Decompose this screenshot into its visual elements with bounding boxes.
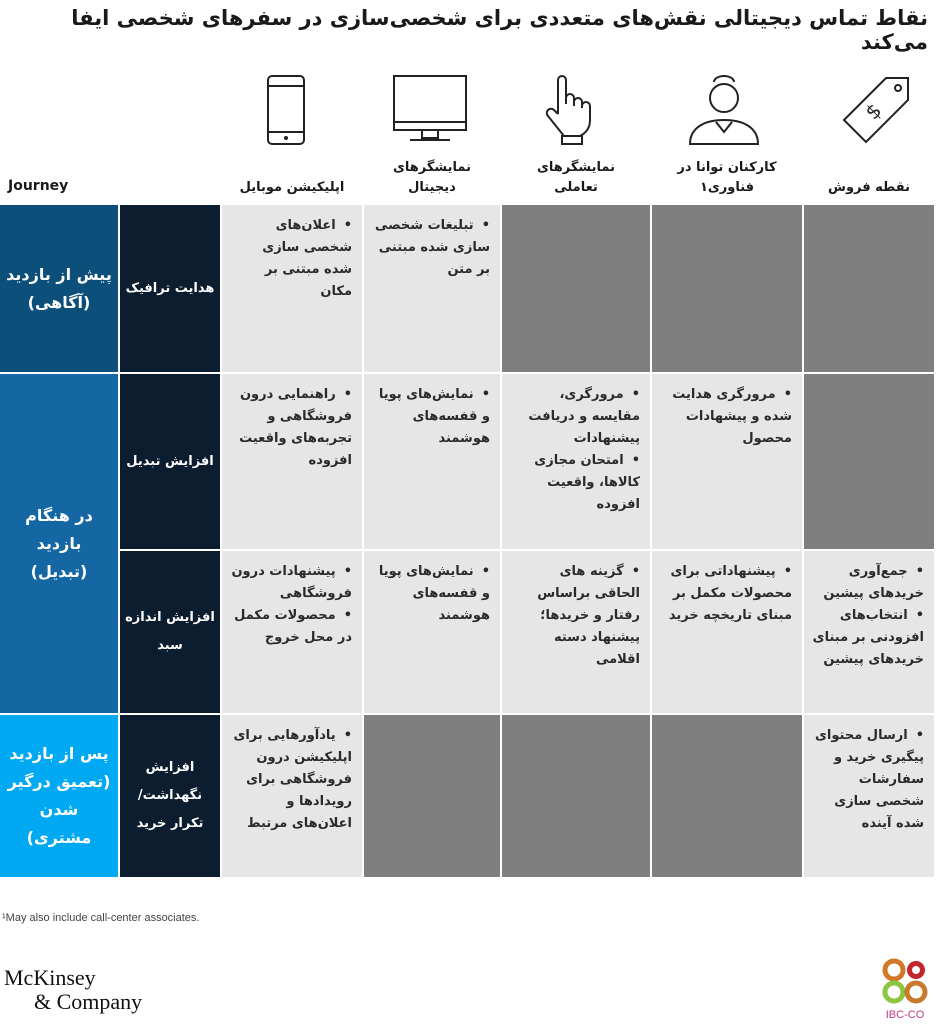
bullet-list bbox=[812, 725, 924, 835]
bullet-item: • مرورگری، مقایسه و دریافت پیشنهادات bbox=[510, 384, 640, 450]
cell-mobile-app bbox=[222, 205, 362, 372]
bullet-item: • پیشنهادات درون فروشگاهی bbox=[230, 561, 352, 605]
bullet-list bbox=[230, 725, 352, 835]
cell-tech-staff bbox=[652, 374, 802, 549]
cell-point-of-sale bbox=[804, 374, 934, 549]
bullet-list bbox=[510, 561, 640, 671]
page-title: نقاط تماس دیجیتالی نقش‌های متعددی برای شخصی‌سازی در سفرهای شخصی ایفا می‌کند bbox=[71, 6, 928, 54]
monitor-icon bbox=[390, 70, 470, 150]
bullet-item: • راهنمایی درون فروشگاهی و تجربه‌های واقعیت افزوده bbox=[230, 384, 352, 472]
cell-interactive-displays bbox=[502, 551, 650, 713]
bullet-item: • محصولات مکمل در محل خروج bbox=[230, 605, 352, 649]
cell-tech-staff bbox=[652, 551, 802, 713]
bullet-list bbox=[660, 384, 792, 450]
price-tag-icon bbox=[834, 70, 914, 150]
touch-hand-icon bbox=[530, 70, 610, 150]
cell-interactive-displays bbox=[502, 374, 650, 549]
mobile-phone-icon bbox=[246, 70, 326, 150]
goal-label: افزایش تبدیل bbox=[120, 374, 220, 549]
bullet-item: • انتخاب‌های افزودنی بر مبنای خریدهای پیشین bbox=[812, 605, 924, 671]
svg-text:IBC-CO: IBC-CO bbox=[885, 1009, 925, 1020]
goal-label: افزایش اندازه سبد bbox=[120, 551, 220, 713]
cell-point-of-sale bbox=[804, 715, 934, 877]
cell-point-of-sale bbox=[804, 551, 934, 713]
bullet-item: • نمایش‌های پویا و قفسه‌های هوشمند bbox=[372, 384, 490, 450]
bullet-item: • ارسال محتوای پیگیری خرید و سفارشات شخصی سازی شده آینده bbox=[812, 725, 924, 835]
cell-mobile-app bbox=[222, 551, 362, 713]
bullet-item: • یادآورهایی برای اپلیکیشن درون فروشگاهی برای رویدادها و اعلان‌های مرتبط bbox=[230, 725, 352, 835]
bullet-item: • جمع‌آوری خریدهای پیشین bbox=[812, 561, 924, 605]
cell-digital-displays bbox=[364, 551, 500, 713]
journey-matrix bbox=[0, 205, 936, 877]
stage-label: پس از بازدید (تعمیق درگیر شدن مشتری) bbox=[0, 715, 118, 877]
bullet-list bbox=[372, 384, 490, 450]
bullet-item: • پیشنهاداتی برای محصولات مکمل بر مبنای تاریخچه خرید bbox=[660, 561, 792, 627]
cell-digital-displays bbox=[364, 374, 500, 549]
column-header-interactive-displays: نمایشگرهای تعاملی bbox=[536, 160, 616, 195]
bullet-list bbox=[230, 384, 352, 472]
cell-tech-staff bbox=[652, 205, 802, 372]
bullet-list bbox=[510, 384, 640, 516]
bullet-item: • تبلیغات شخصی سازی شده مبتنی بر متن bbox=[372, 215, 490, 281]
goal-label: هدایت ترافیک bbox=[120, 205, 220, 372]
stage-label: در هنگام بازدید (تبدیل) bbox=[0, 374, 118, 713]
mckinsey-logo: McKinsey & Company bbox=[4, 965, 143, 1014]
journey-label: Journey bbox=[8, 178, 69, 194]
bullet-list bbox=[230, 215, 352, 303]
cell-digital-displays bbox=[364, 205, 500, 372]
column-header-mobile-app: اپلیکیشن موبایل bbox=[239, 180, 345, 195]
bullet-list bbox=[372, 215, 490, 281]
bullet-list bbox=[230, 561, 352, 649]
column-header-tech-staff: کارکنان توانا در فناوری۱ bbox=[677, 160, 777, 195]
bullet-item: • اعلان‌های شخصی سازی شده مبتنی بر مکان bbox=[230, 215, 352, 303]
bullet-item: • نمایش‌های پویا و قفسه‌های هوشمند bbox=[372, 561, 490, 627]
bullet-list bbox=[812, 561, 924, 671]
column-header-point-of-sale: نقطه فروش bbox=[828, 180, 910, 195]
cell-mobile-app bbox=[222, 715, 362, 877]
goal-label: افزایش نگهداشت/ تکرار خرید bbox=[120, 715, 220, 877]
footnote: ¹May also include call-center associates. bbox=[2, 912, 200, 924]
bullet-item: • مرورگری هدایت شده و پیشهادات محصول bbox=[660, 384, 792, 450]
cell-digital-displays bbox=[364, 715, 500, 877]
ibc-co-logo bbox=[880, 958, 930, 1020]
bullet-list bbox=[372, 561, 490, 627]
bullet-list bbox=[660, 561, 792, 627]
column-header-digital-displays: نمایشگرهای دیجیتال bbox=[392, 160, 472, 195]
cell-mobile-app bbox=[222, 374, 362, 549]
cell-interactive-displays bbox=[502, 715, 650, 877]
bullet-item: • امتحان مجازی کالاها، واقعیت افزوده bbox=[510, 450, 640, 516]
stage-label: پیش از بازدید (آگاهی) bbox=[0, 205, 118, 372]
bullet-item: • گزینه های الحاقی براساس رفتار و خریدها؛ پیشنهاد دسته اقلامی bbox=[510, 561, 640, 671]
staff-person-icon bbox=[684, 70, 764, 150]
cell-tech-staff bbox=[652, 715, 802, 877]
svg-text:$: $ bbox=[860, 98, 887, 125]
cell-point-of-sale bbox=[804, 205, 934, 372]
cell-interactive-displays bbox=[502, 205, 650, 372]
